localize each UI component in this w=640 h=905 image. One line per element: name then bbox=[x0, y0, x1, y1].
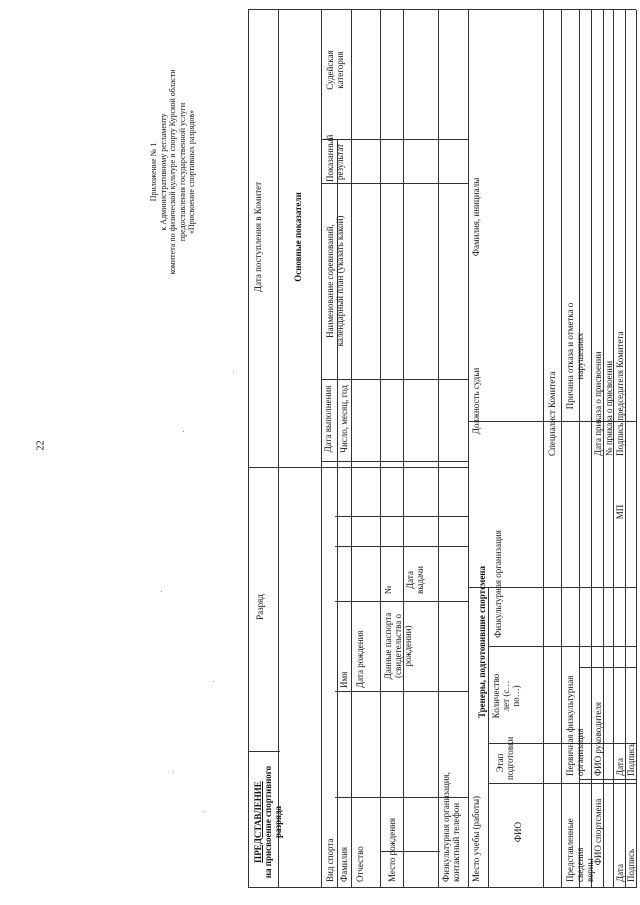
judge-category-line-2: категория bbox=[335, 51, 345, 89]
fio-label: ФИО bbox=[513, 821, 523, 843]
name-label: Имя bbox=[339, 671, 349, 688]
result-line-2: результат bbox=[335, 143, 345, 181]
order-no-label: № приказа о присвоении bbox=[604, 360, 614, 456]
issue-date-label bbox=[405, 560, 425, 600]
competition-name-line-1: Наименование соревнований, bbox=[325, 224, 335, 338]
signature-label-left: Подпись bbox=[626, 848, 636, 882]
mp-stamp-label: МП bbox=[615, 504, 625, 520]
order-date-label: Дата приказа о присвоении bbox=[593, 351, 603, 456]
years-line-1: Количество bbox=[491, 673, 501, 719]
date-format-label: Число, месяц, год bbox=[339, 385, 349, 453]
submitted-label bbox=[565, 782, 595, 882]
athlete-fio-label: ФИО спортсмена bbox=[593, 798, 603, 866]
primary-org-label bbox=[565, 666, 585, 776]
appendix-header bbox=[149, 12, 197, 332]
date-label-left: Дата bbox=[615, 864, 625, 882]
form-title bbox=[253, 762, 283, 882]
specialist-label: Специалист Комитета bbox=[547, 371, 557, 456]
stage-label bbox=[495, 736, 515, 780]
judge-position-label: Должность судьи bbox=[471, 367, 481, 435]
date-label-mid: Дата bbox=[615, 758, 625, 776]
page-number: 22 bbox=[35, 440, 47, 451]
submitted-line-1: Представленные сведения bbox=[565, 818, 585, 882]
head-fio-label: ФИО руководителя bbox=[593, 701, 603, 776]
submitted-line-2: верны bbox=[585, 858, 595, 882]
passport-number-label: № bbox=[383, 585, 393, 595]
judge-name-label: Фамилия, инициалы bbox=[471, 177, 481, 257]
patronymic-label: Отчество bbox=[355, 846, 365, 882]
appendix-line-3: комитета по физической культуре и спорту Курской области bbox=[168, 69, 177, 275]
form-title-line-1: ПРЕДСТАВЛЕНИЕ bbox=[253, 781, 263, 863]
razryad-label: Разряд bbox=[255, 594, 265, 620]
surname-label: Фамилия bbox=[339, 846, 349, 882]
signature-label-mid: Подпись bbox=[626, 742, 636, 776]
passport-line-2: (свидетельства о bbox=[393, 614, 403, 678]
competition-name-line-2: календарный план (указать какой) bbox=[335, 215, 345, 347]
passport-label bbox=[383, 604, 413, 688]
passport-line-1: Данные паспорта bbox=[383, 612, 393, 680]
stage-line-1: Этап bbox=[495, 753, 505, 773]
date-done-label: Дата выполнения bbox=[323, 385, 333, 453]
result-line-1: Показанный bbox=[325, 134, 335, 182]
appendix-line-1: Приложение № 1 bbox=[149, 142, 158, 202]
stage-line-2: подготовки bbox=[505, 736, 515, 780]
sport-org-line-2: контактный телефон bbox=[451, 802, 461, 882]
appendix-line-4: предоставления государственной услуги bbox=[177, 102, 187, 242]
form-title-line-3: разряда bbox=[273, 805, 283, 839]
issue-date-line-1: Дата bbox=[405, 571, 415, 589]
date-received-label: Дата поступления в Комитет bbox=[253, 181, 263, 293]
birthplace-label: Место рождения bbox=[387, 817, 397, 882]
judge-category-line-1: Судейская bbox=[325, 50, 335, 90]
chairman-signature-label: Подпись председателя Комитета bbox=[615, 331, 625, 456]
appendix-line-2: к Административному регламенту bbox=[158, 113, 168, 231]
judge-category-label bbox=[325, 14, 345, 126]
result-label bbox=[325, 134, 345, 182]
years-label bbox=[491, 650, 521, 742]
place-study-label: Место учебы (работы) bbox=[471, 796, 481, 882]
competition-name-label bbox=[325, 186, 345, 376]
birth-date-label: Дата рождения bbox=[355, 630, 365, 688]
years-line-3: по…) bbox=[511, 685, 521, 707]
primary-org-line-1: Первичная физкультурная bbox=[565, 675, 575, 776]
phys-org-label: Физкультурная организация bbox=[493, 530, 503, 638]
years-line-2: лет (с… bbox=[501, 680, 511, 712]
passport-line-3: рождении) bbox=[403, 625, 413, 667]
sport-org-line-1: Физкультурная организация, bbox=[441, 772, 451, 882]
appendix-line-5: «Присвоение спортивных разрядов» bbox=[187, 109, 196, 235]
form-title-line-2: на присвоение спортивного bbox=[263, 765, 273, 879]
primary-org-line-2: организация bbox=[575, 728, 585, 776]
refusal-label bbox=[565, 256, 585, 456]
refusal-line-2: нарушениях bbox=[575, 332, 585, 380]
coaches-header: Тренеры, подготовившие спортсмена bbox=[477, 566, 487, 719]
rotated-form-page bbox=[143, 7, 640, 892]
sport-org-label bbox=[441, 752, 461, 882]
sport-type-label: Вид спорта bbox=[325, 838, 335, 882]
main-indicators-header: Основные показатели bbox=[293, 192, 303, 282]
refusal-line-1: Причина отказа и отметка о bbox=[565, 302, 575, 410]
issue-date-line-2: выдачи bbox=[415, 566, 425, 594]
